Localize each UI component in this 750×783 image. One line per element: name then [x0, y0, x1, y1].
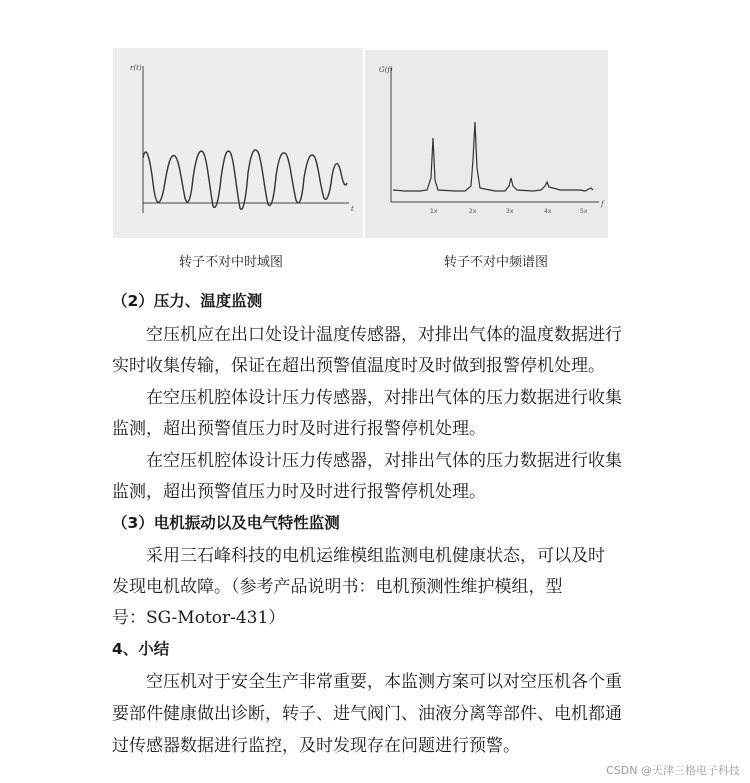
watermark: CSDN @天津三格电子科技	[606, 764, 740, 777]
tick-3x: 3x	[506, 208, 514, 215]
heading-motor-vibration: （3）电机振动以及电气特性监测	[112, 514, 340, 532]
paragraph-line: 在空压机腔体设计压力传感器，对排出气体的压力数据进行收集	[146, 388, 622, 408]
paragraph-line: 监测，超出预警值压力时及时进行报警停机处理。	[112, 482, 486, 502]
time-domain-caption: 转子不对中时域图	[179, 255, 284, 270]
heading-summary: 4、小结	[112, 640, 170, 658]
frequency-spectrum-caption: 转子不对中频谱图	[444, 255, 549, 270]
paragraph-line: 空压机应在出口处设计温度传感器，对排出气体的温度数据进行	[146, 325, 622, 345]
paragraph-line: 要部件健康做出诊断，转子、进气阀门、油液分离等部件、电机都通	[112, 704, 622, 724]
paragraph-line: 发现电机故障。（参考产品说明书：电机预测性维护模组，型	[112, 577, 563, 597]
paragraph-line: 在空压机腔体设计压力传感器，对排出气体的压力数据进行收集	[146, 451, 622, 471]
paragraph-line: 实时收集传输，保证在超出预警值温度时及时做到报警停机处理。	[112, 356, 605, 376]
paragraph-line: 采用三石峰科技的电机运维模组监测电机健康状态，可以及时	[146, 546, 605, 566]
paragraph-line: 过传感器数据进行监控，及时发现存在问题进行预警。	[112, 736, 520, 756]
tick-4x: 4x	[544, 208, 552, 215]
spectrum-trace	[393, 122, 593, 191]
x-axis-label: t	[351, 205, 354, 213]
x-axis-label: f	[601, 200, 604, 208]
tick-2x: 2x	[469, 208, 477, 215]
heading-pressure-temperature: （2）压力、温度监测	[112, 292, 263, 310]
time-domain-figure	[113, 48, 363, 238]
paragraph-line: 监测，超出预警值压力时及时进行报警停机处理。	[112, 419, 486, 439]
paragraph-line: 空压机对于安全生产非常重要，本监测方案可以对空压机各个重	[146, 672, 622, 692]
tick-5x: 5x	[580, 208, 588, 215]
time-domain-waveform	[143, 150, 347, 209]
frequency-spectrum-figure	[365, 50, 608, 238]
time-domain-plot	[113, 48, 363, 238]
y-axis-label: r(t)	[130, 64, 142, 72]
paragraph-line: 号：SG-Motor-431）	[112, 608, 286, 628]
tick-1x: 1x	[430, 208, 438, 215]
y-axis-label: G(f)	[379, 66, 393, 74]
frequency-spectrum-plot	[365, 50, 608, 238]
